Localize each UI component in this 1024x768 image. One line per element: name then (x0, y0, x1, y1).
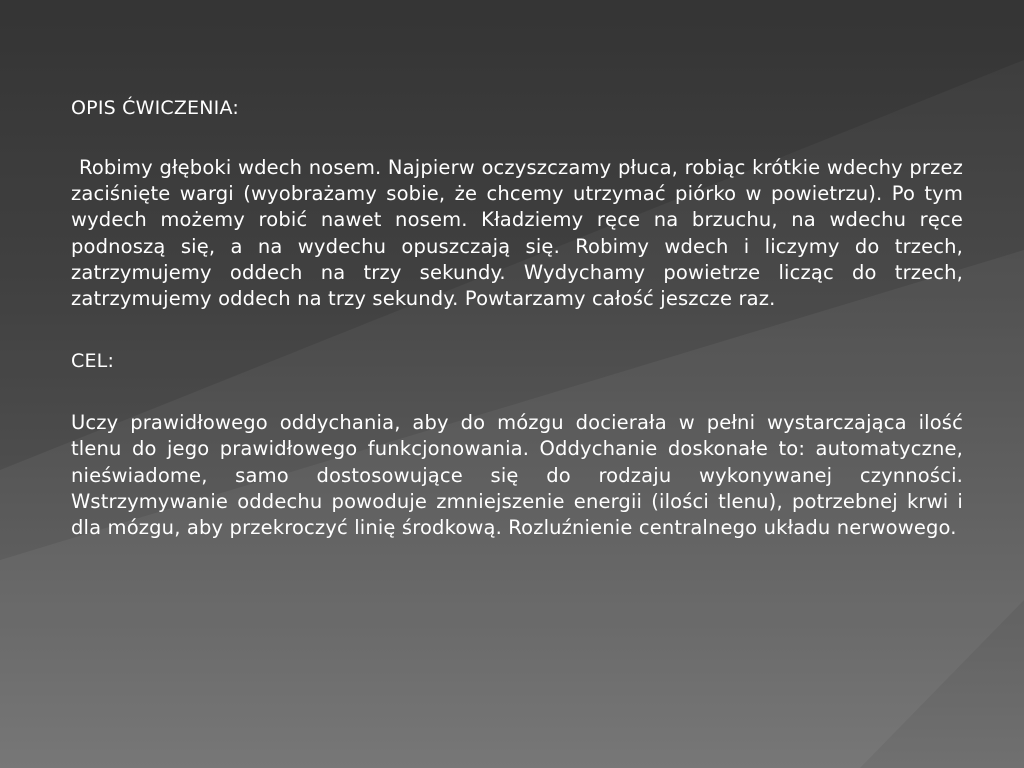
description-paragraph: Robimy głęboki wdech nosem. Najpierw oczyszczamy płuca, robiąc krótkie wdechy przez zaciśnięte wargi (wyobrażamy sobie, że chcemy utrzymać piórko w powietrzu). Po tym wydech możemy robić nawet nosem. Kładziemy ręce na brzuchu, na wdechu ręce podnoszą się, a na wydechu opuszczają się. Robimy wdech i liczymy do trzech, zatrzymujemy oddech na trzy sekundy. Wydychamy powietrze licząc do trzech, zatrzymujemy oddech na trzy sekundy. Powtarzamy całość jeszcze raz. (71, 156, 963, 311)
slide-content (71, 95, 963, 541)
section-heading-description: OPIS ĆWICZENIA: (71, 97, 239, 119)
background-corner-shade (860, 600, 1024, 768)
section-heading-goal: CEL: (71, 350, 115, 373)
goal-paragraph: Uczy prawidłowego oddychania, aby do mózgu docierała w pełni wystarczająca ilość tlenu do jego prawidłowego funkcjonowania. Oddychanie doskonałe to: automatyczne, nieświadome, samo dostosowujące się do rodzaju wykonywanej czynności. Wstrzymywanie oddechu powoduje zmniejszenie energii (ilości tlenu), potrzebnej krwi i dla mózgu, aby przekroczyć linię środkową. Rozluźnienie centralnego układu nerwowego. (71, 411, 963, 540)
